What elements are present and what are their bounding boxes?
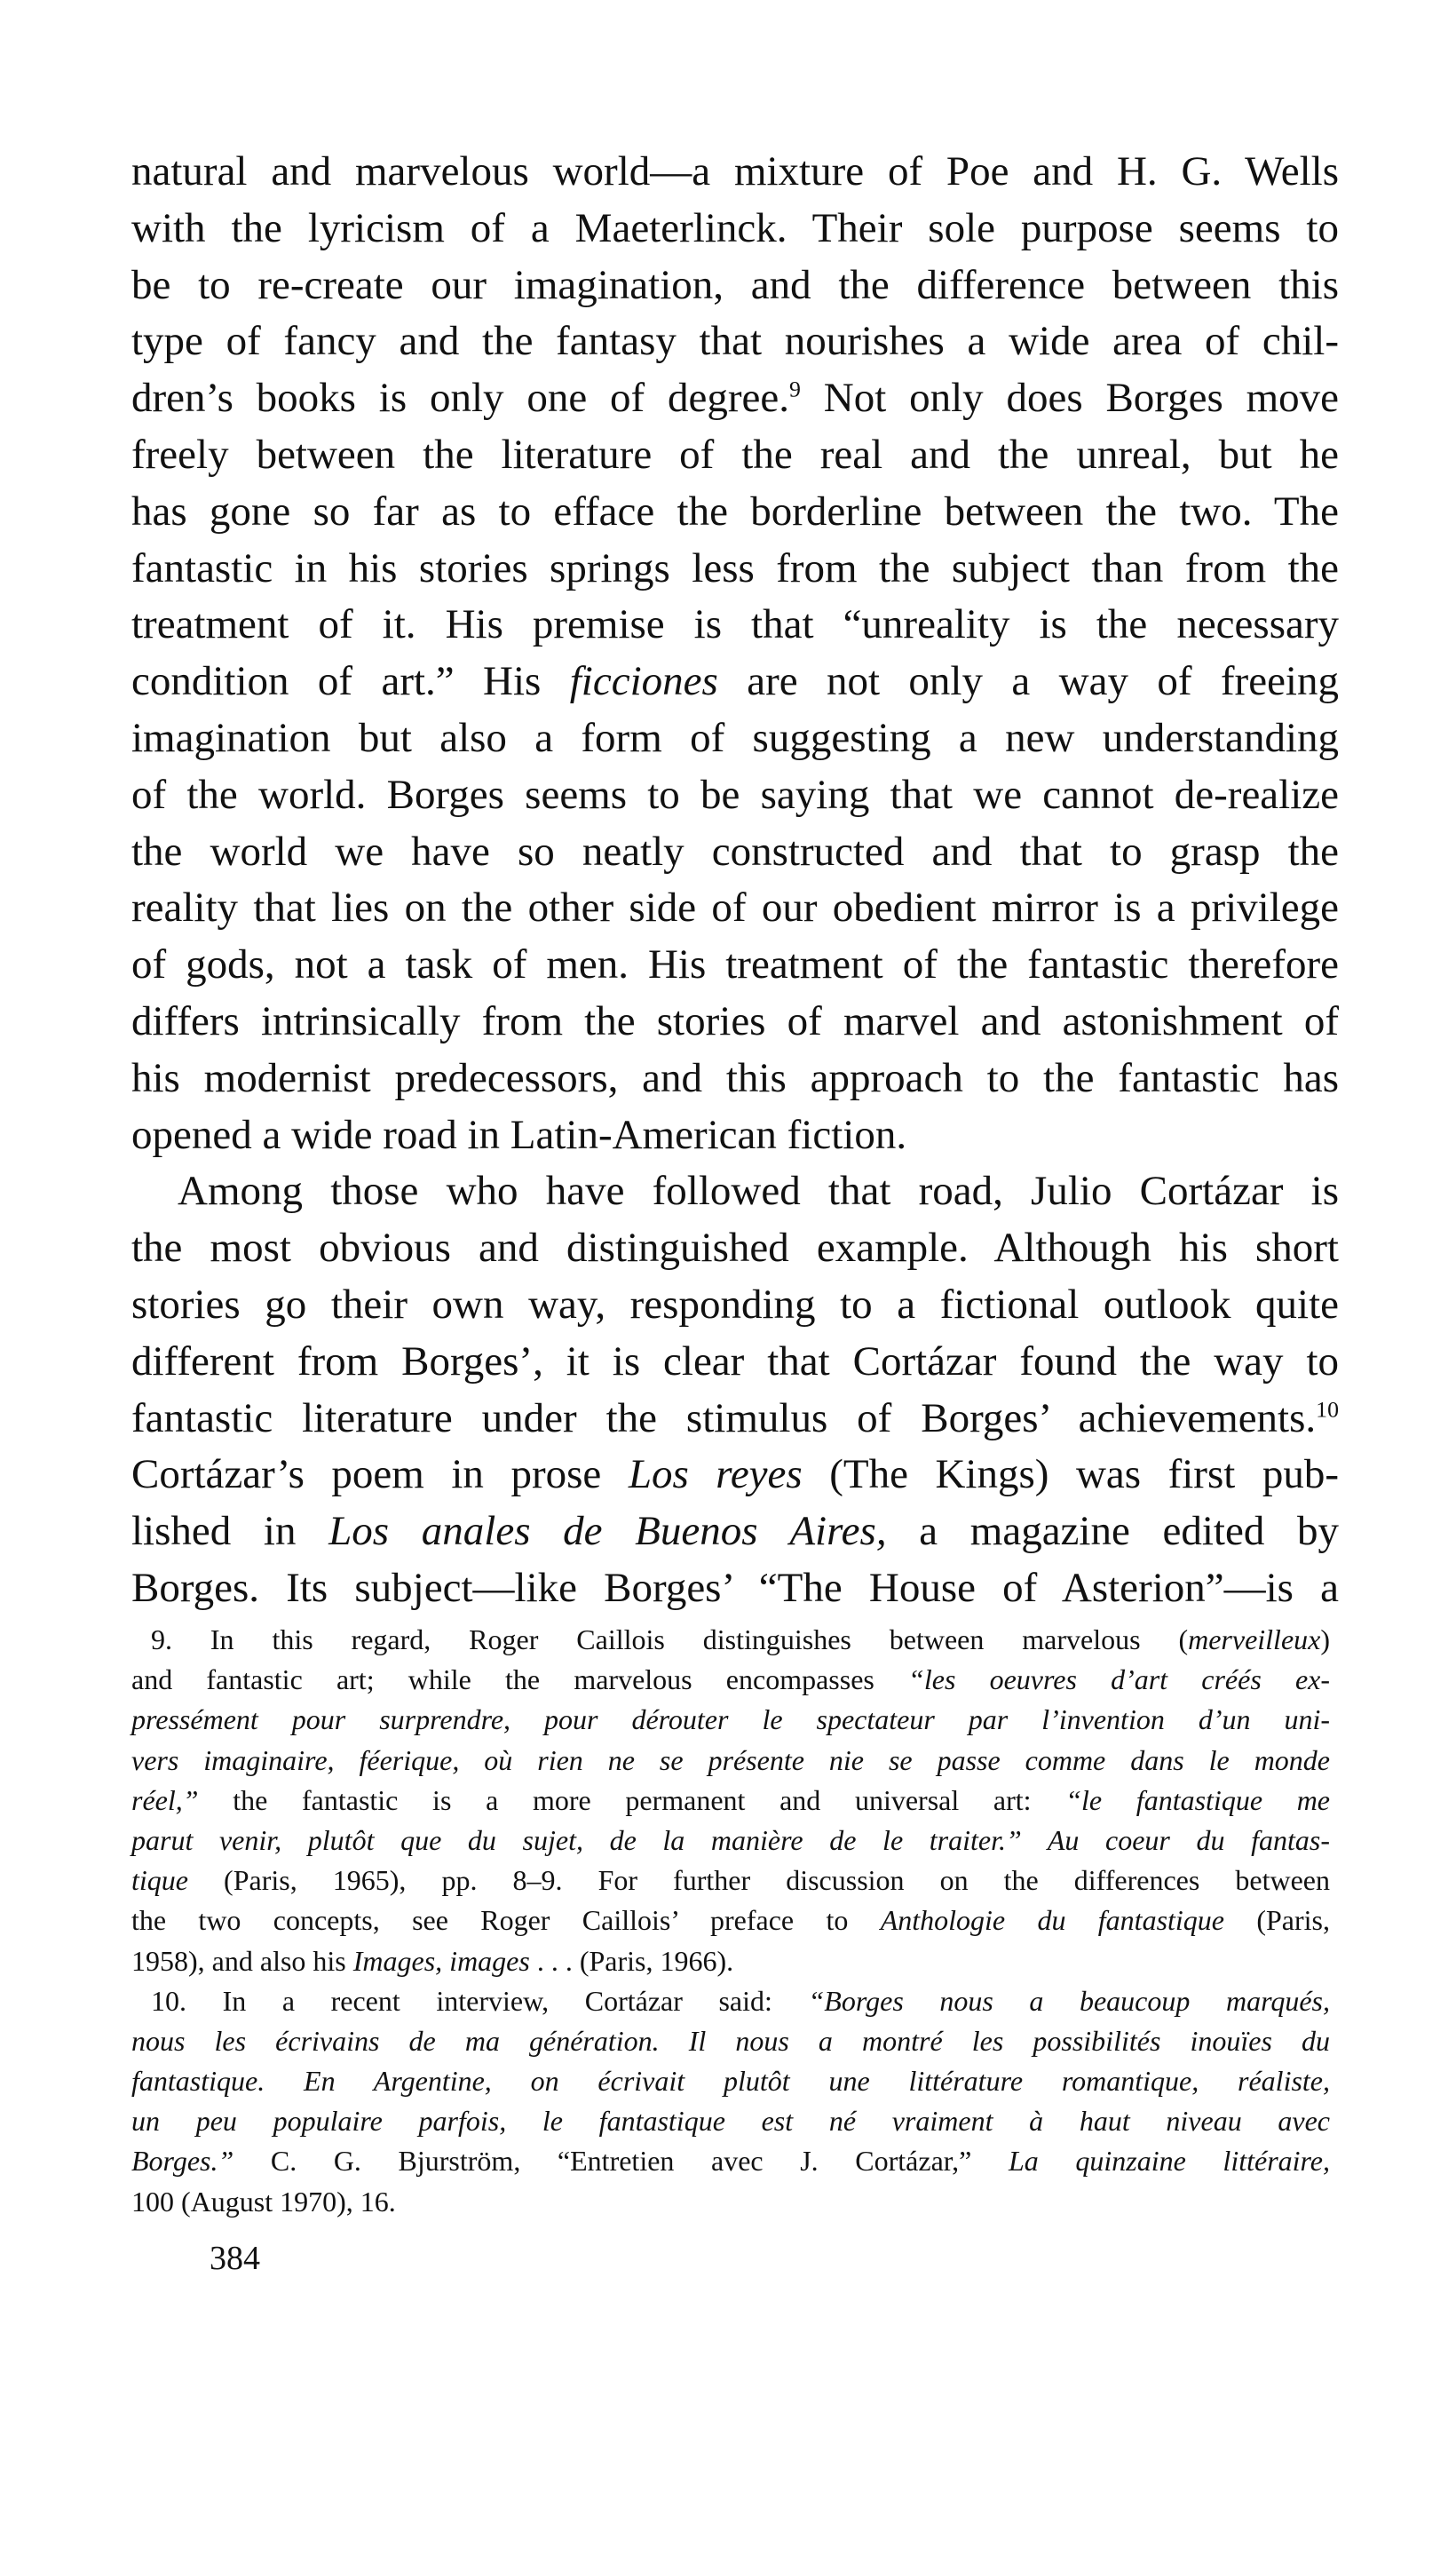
body-line: reality that lies on the other side of our obedient mirror is a privilege: [131, 885, 1339, 932]
body-line: fantastic literature under the stimulus of Borges’ achievements.$^{10}$: [131, 1394, 1339, 1441]
body-line: fantastic in his stories springs less from the subject than from the: [131, 544, 1339, 591]
footnote-line: 1958), and also his Images, images . . . (Paris, 1966).: [131, 1944, 734, 1977]
body-line: freely between the literature of the real and the unreal, but he: [131, 431, 1339, 478]
body-line: Borges. Its subject—like Borges’ “The House of Asterion”—is a: [131, 1564, 1339, 1611]
footnote-line: réel,” the fantastic is a more permanent and universal art: “le fantastique me: [131, 1783, 1330, 1816]
body-line: his modernist predecessors, and this approach to the fantastic has: [131, 1054, 1339, 1101]
body-line: with the lyricism of a Maeterlinck. Their sole purpose seems to: [131, 204, 1339, 251]
body-line: imagination but also a form of suggesting a new understanding: [131, 714, 1339, 761]
footnote-line: vers imaginaire, féerique, où rien ne se présente nie se passe comme dans le monde: [131, 1743, 1330, 1776]
body-line: condition of art.” His ficciones are not only a way of freeing: [131, 658, 1339, 705]
body-line: Among those who have followed that road, Julio Cortázar is: [178, 1168, 1339, 1215]
body-line: be to re-create our imagination, and the difference between this: [131, 261, 1339, 308]
body-line: has gone so far as to efface the borderline between the two. The: [131, 488, 1339, 535]
body-line: different from Borges’, it is clear that Cortázar found the way to: [131, 1337, 1339, 1385]
footnote-line: 9. In this regard, Roger Caillois distinguishes between marvelous (merveilleux): [151, 1623, 1330, 1655]
footnote-line: nous les écrivains de ma génération. Il nous a montré les possibilités inouïes du: [131, 2024, 1330, 2057]
footnote-line: 100 (August 1970), 16.: [131, 2185, 396, 2218]
body-line: the most obvious and distinguished example. Although his short: [131, 1225, 1339, 1272]
footnote-line: fantastique. En Argentine, on écrivait plutôt une littérature romantique, réaliste,: [131, 2065, 1330, 2098]
footnote-line: un peu populaire parfois, le fantastique est né vraiment à haut niveau avec: [131, 2105, 1330, 2138]
body-text: [131, 144, 1339, 1617]
body-line: Cortázar’s poem in prose Los reyes (The Kings) was first pub-: [131, 1451, 1339, 1498]
body-line: opened a wide road in Latin-American fiction.: [131, 1111, 907, 1158]
body-line: natural and marvelous world—a mixture of Poe and H. G. Wells: [131, 148, 1339, 194]
footnote-line: tique (Paris, 1965), pp. 8–9. For further discussion on the differences between: [131, 1864, 1330, 1897]
body-line: the world we have so neatly constructed and that to grasp the: [131, 828, 1339, 875]
body-line: differs intrinsically from the stories of marvel and astonishment of: [131, 997, 1339, 1044]
body-line: type of fancy and the fantasy that nourishes a wide area of chil-: [131, 318, 1339, 365]
footnote-line: pressément pour surprendre, pour dérouter le spectateur par l’invention d’un uni-: [131, 1703, 1330, 1736]
page-number: 384: [210, 2240, 260, 2277]
footnote-line: 10. In a recent interview, Cortázar said: “Borges nous a beaucoup marqués,: [151, 1984, 1331, 2017]
footnote-line: the two concepts, see Roger Caillois’ preface to Anthologie du fantastique (Paris,: [131, 1904, 1331, 1937]
body-line: stories go their own way, responding to a fictional outlook quite: [131, 1281, 1339, 1328]
body-line: dren’s books is only one of degree.$^9$ Not only does Borges move: [131, 375, 1339, 422]
body-line: treatment of it. His premise is that “unreality is the necessary: [131, 601, 1339, 648]
body-line: of the world. Borges seems to be saying that we cannot de-realize: [131, 771, 1339, 818]
footnote-line: Borges.” C. G. Bjurström, “Entretien avec J. Cortázar,” La quinzaine littéraire,: [131, 2145, 1331, 2178]
footnote-line: parut venir, plutôt que du sujet, de la manière de le traiter.” Au coeur du fantas-: [131, 1823, 1330, 1856]
footnote-line: and fantastic art; while the marvelous encompasses “les oeuvres d’art créés ex-: [131, 1663, 1331, 1696]
body-line: lished in Los anales de Buenos Aires, a magazine edited by: [131, 1508, 1340, 1555]
footnotes: [131, 1620, 1330, 2222]
body-line: of gods, not a task of men. His treatment of the fantastic therefore: [131, 941, 1339, 988]
